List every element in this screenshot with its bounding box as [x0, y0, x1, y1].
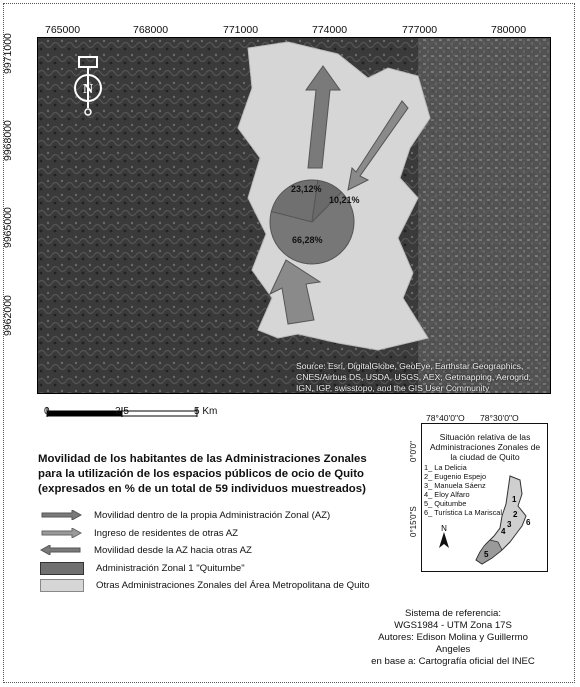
- legend-label: Movilidad dentro de la propia Administración Zonal (AZ): [94, 509, 331, 521]
- pie-label-66: 66,28%: [292, 235, 323, 245]
- zone-list-item: 3_ Manuela Sáenz: [424, 481, 486, 490]
- zone-list: [424, 463, 502, 517]
- scale-label-2-5: 2,5: [115, 406, 129, 417]
- zone-number: 4: [501, 527, 506, 536]
- legend-item: [40, 561, 245, 575]
- x-tick: 771000: [223, 24, 259, 36]
- pie-label-23: 23,12%: [291, 184, 322, 194]
- north-letter: N: [82, 82, 94, 97]
- pie-label-10: 10,21%: [329, 195, 360, 205]
- inset-title: Situación relativa de las Administraciones Zonales de la ciudad de Quito: [429, 432, 541, 462]
- urban-imagery: [418, 38, 550, 393]
- zone-number: 2: [513, 510, 518, 519]
- arrow-left-icon: [40, 545, 82, 555]
- legend-item: [40, 526, 238, 540]
- inset-north-icon: [439, 532, 449, 548]
- main-map: [37, 37, 551, 394]
- arrow-right-icon: [40, 510, 82, 520]
- inset-lon-label: 78°40'0"O: [426, 413, 465, 423]
- legend-item: [40, 508, 330, 522]
- map-title: [38, 452, 410, 497]
- x-tick: 780000: [491, 24, 527, 36]
- y-tick: 9968000: [2, 120, 14, 161]
- zone-list-item: 4_ Eloy Alfaro: [424, 490, 470, 499]
- inset-north-letter: N: [441, 524, 447, 533]
- title-line: para la utilización de los espacios públicos de ocio de Quito: [38, 468, 364, 480]
- zone-list-item: 6_ Turística La Mariscal: [424, 508, 503, 517]
- map-canvas: [38, 38, 550, 393]
- title-line: Movilidad de los habitantes de las Administraciones Zonales: [38, 453, 367, 465]
- inset-lon-label: 78°30'0"O: [480, 413, 519, 423]
- legend-label: Administración Zonal 1 "Quitumbe": [96, 562, 245, 574]
- x-tick: 774000: [312, 24, 348, 36]
- zone-list-item: 5_ Quitumbe: [424, 499, 467, 508]
- inset-lat-label: 0°15'0"S: [409, 506, 418, 537]
- legend-label: Otras Administraciones Zonales del Área Metropolitana de Quito: [96, 579, 370, 591]
- legend-item: [40, 578, 370, 592]
- x-tick: 765000: [45, 24, 81, 36]
- scale-label-5: 5 Km: [194, 406, 218, 417]
- zone-list-item: 1_ La Delicia: [424, 463, 467, 472]
- reference-block: [360, 608, 546, 668]
- light-box-icon: [40, 579, 84, 592]
- x-tick: 768000: [133, 24, 169, 36]
- zone-number: 6: [526, 518, 531, 527]
- y-tick: 9962000: [2, 295, 14, 336]
- arrow-right-icon: [40, 528, 82, 538]
- inset-lat-label: 0°0'0": [409, 441, 418, 462]
- y-tick: 9965000: [2, 207, 14, 248]
- zone-list-item: 2_ Eugenio Espejo: [424, 472, 487, 481]
- reference-line: WGS1984 - UTM Zona 17S: [394, 620, 512, 631]
- legend-label: Ingreso de residentes de otras AZ: [94, 527, 238, 539]
- legend-item: [40, 543, 252, 557]
- reference-line: en base a: Cartografía oficial del INEC: [371, 656, 535, 667]
- zone-number: 1: [512, 495, 517, 504]
- map-credits: Source: Esri, DigitalGlobe, GeoEye, Earthstar Geographics, CNES/Airbus DS, USDA, USGS, AEX, Getmapping, Aerogrid, IGN, IGP, swisstopo, and the GIS User Community: [296, 361, 531, 393]
- reference-line: Autores: Edison Molina y Guillermo Angeles: [378, 632, 528, 655]
- zone-number: 3: [507, 520, 512, 529]
- title-line: (expresados en % de un total de 59 individuos muestreados): [38, 483, 366, 495]
- zone-number: 5: [484, 550, 489, 559]
- y-tick: 9971000: [2, 33, 14, 74]
- dark-box-icon: [40, 562, 84, 575]
- x-tick: 777000: [402, 24, 438, 36]
- zone-5-highlight: [476, 540, 502, 564]
- legend-label: Movilidad desde la AZ hacia otras AZ: [94, 544, 252, 556]
- scale-label-0: 0: [44, 406, 50, 417]
- reference-line: Sistema de referencia:: [405, 608, 501, 619]
